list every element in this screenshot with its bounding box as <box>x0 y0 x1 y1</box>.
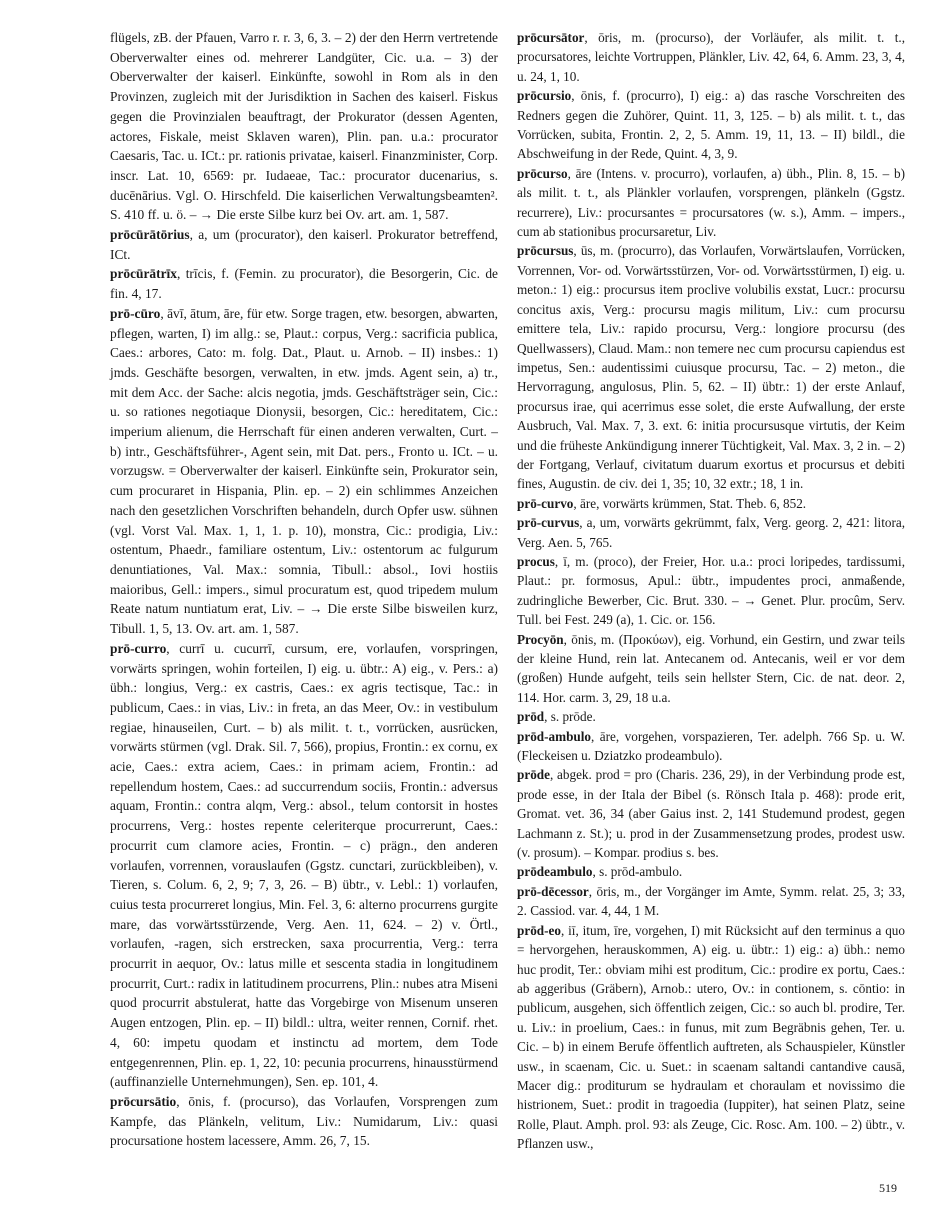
headword: prō-curvo <box>517 495 574 511</box>
headword: prō-cūro <box>110 305 161 321</box>
headword: prōd-eo <box>517 922 561 938</box>
headword: prō-curvus <box>517 515 580 531</box>
headword: prōcursātio <box>110 1093 177 1109</box>
dictionary-entry: prōcūrātrīx, trīcis, f. (Femin. zu procurator), die Besorgerin, Cic. de fin. 4, 17. <box>110 266 498 302</box>
dictionary-entry: prōcurso, āre (Intens. v. procurro), vorlaufen, a) übh., Plin. 8, 15. – b) als milit. t. t., als Plänkler vorlaufen, vorsprengen, plänkeln (Ggstz. recurrere), Liv.: procursantes = procursatores (w. s.), Amm. – impers., cum ab stationibus procursaretur, Liv. <box>517 165 905 240</box>
dictionary-entry: prōde, abgek. prod = pro (Charis. 236, 29), in der Verbindung prode est, prode esse, in der Itala der Bibel (s. Rönsch Itala p. 468): prode erit, Gromat. vet. 36, 34 (aber Gaius inst. 2, 141 Studemund prodest, gegen Lachmann z. St.); u. prod in der Zusammensetzung prodes, prodest usw. (v. prosum). – Kompar. prodius s. bes. <box>517 767 905 861</box>
dictionary-entry: prōdeambulo, s. prōd-ambulo. <box>517 864 683 880</box>
headword: procus <box>517 553 555 569</box>
dictionary-entry: prō-dēcessor, ōris, m., der Vorgänger im Amte, Symm. relat. 25, 3; 33, 2. Cassiod. var. 4, 44, 1 M. <box>517 883 905 919</box>
dictionary-entry: prōcursus, ūs, m. (procurro), das Vorlaufen, Vorwärtslaufen, Vorrücken, Vorrennen, Vor- od. Vorwärtsstürzen, Vor- od. Vorwärtsstürmen, I) eig. u. meton.: 1) eig.: procursus item proclive volubilis exstat, Lucr.: procursu concitus axis, Verg.: procursu magis militum, Liv.: cum procursu emittere tela, Liv.: rapido procursu, Verg.: longiore procursu (des Quellwassers), Claud. Mam.: non temere nec cum procursu capiendus est impetus, Sen.: audentissimi cuiusque procursu, Tac. – 2) meton., die Hervorragung, angulosus, Plin. 5, 62. – II) übtr.: 1) der erste Anlauf, procursus irae, qui acerrimus esse solet, die erste Aufwallung, der erste Ausbruch, Val. Max. 7, 3. ext. 6: initia procursusque virtutis, der Keim und die früheste Ankündigung innerer Tüchtigkeit, Val. Max. 3, 2 in. – 2) der Fortgang, Verlauf, civitatum duarum exortus et procursus et debiti fines, Augustin. de civ. dei 1, 35; 10, 32 extr.; 18, 1 in. <box>517 243 905 492</box>
headword: prōcūrātōrius <box>110 227 190 243</box>
headword: prōcūrātrīx <box>110 266 177 282</box>
headword: prōd <box>517 709 545 725</box>
right-column <box>517 28 905 1154</box>
dictionary-entry: procus, ī, m. (proco), der Freier, Hor. u.a.: proci loripedes, tardissumi, Plaut.: pr. formosus, Apul.: übtr., impudentes proci, anmaßende, zudringliche Bewerber, Cic. Brut. 330. – → Genet. Plur. procûm, Serv. Tull. bei Fest. 249 (a), 1. Cic. or. 156. <box>517 553 905 628</box>
headword: prō-dēcessor <box>517 883 589 899</box>
headword: prōde <box>517 767 550 783</box>
dictionary-entry: prōcursio, ōnis, f. (procurro), I) eig.: a) das rasche Vorschreiten des Redners gegen die Zuhörer, Quint. 11, 3, 125. – b) als milit. t. t., das Vorrücken, subita, Frontin. 2, 2, 5. Amm. 19, 11, 13. – II) bildl., die Abschweifung in der Rede, Quint. 4, 3, 9. <box>517 88 905 162</box>
headword: prōcurso <box>517 165 568 181</box>
dictionary-entry: prō-cūro, āvī, ātum, āre, für etw. Sorge tragen, etw. besorgen, abwarten, pflegen, warten, I) im allg.: se, Plaut.: corpus, Verg.: sacrificia publica, Caes.: arbores, Cato: m. folg. Dat., Plaut. u. Arnob. – II) insbes.: 1) jmds. Geschäfte besorgen, verwalten, in etw. jmds. Agent sein, a) tr., mit dem Acc. der Sache: alcis negotia, jmds. Geschäftsträger sein, Cic.: u. so rationes negotiaque Dionysii, besorgen, Cic.: hereditatem, Cic.: imperium alienum, die Herrschaft für einen anderen verwalten, Curt. – b) intr., Geschäftsführer-, Agent sein, mit Dat. pers., Fronto u. ICt. – u. vorzugsw. = Oberverwalter der kaiserl. Einkünfte sein, Prokurator sein, cum procuraret in Hispania, Plin. ep. – 2) ein schlimmes Anzeichen nach den gesetzlichen Vorschriften behandeln, durch Opfer usw. sühnen (vgl. Vorst Val. Max. 1, 1, 1. p. 10), monstra, Cic.: prodigia, Liv.: ostentum, Phaedr., familiare ostentum, Liv.: ostentorum ac fulgurum denuntiationes, Val. Max.: somnia, Tibull.: absol., Iovi hostiis maioribus, Gell.: impers., simul procuratum est, quod tripedem mulum Reate natum nuntiatum erat, Liv. – → Die erste Silbe bisweilen kurz, Tibull. 1, 5, 13. Ov. art. am. 1, 587. <box>110 305 498 637</box>
headword: prōcursātor <box>517 30 585 45</box>
dictionary-entry: prōcursātor, ōris, m. (procurso), der Vorläufer, als milit. t. t., procursatores, leichte Vortruppen, Plänkler, Liv. 42, 64, 6. Amm. 23, 3, 4, u. 24, 1, 10. <box>517 30 905 84</box>
headword: prōcursus <box>517 243 574 259</box>
dictionary-entry: Procyōn, ōnis, m. (Προκύων), eig. Vorhund, ein Gestirn, und zwar teils der kleine Hund, rein lat. Antecanem od. Antecanis, weil er vor dem (großen) Hunde aufgeht, teils sein hellster Stern, Cic. de nat. deor. 2, 114. Hor. carm. 3, 29, 18 u.a. <box>517 631 905 705</box>
dictionary-entry: flügels, zB. der Pfauen, Varro r. r. 3, 6, 3. – 2) der den Herrn vertretende Oberverwalter eines od. mehrerer Landgüter, Cic. u.a. – 3) der Oberverwalter der kaiserl. Einkünfte, sowohl in Rom als in den Provinzen, zugleich mit der Jurisdiktion in Sachen des kaiserl. Fiskus gegen die Provinzialen beauftragt, der Prokurator (dessen Agenten, actores, Fiskale, meist Sklaven waren), Plin. pan. u.a.: procurator Caesaris, Tac. u. ICt.: pr. rationis privatae, kaiserl. Finanzminister, Corp. inscr. Lat. 10, 6569: pr. Iudaeae, Tac.: procurator ducenarius, s. ducēnārius. Vgl. O. Hirschfeld. Die kaiserlichen Verwaltungsbeamten². S. 410 ff. u. ö. – → Die erste Silbe kurz bei Ov. art. am. 1, 587. <box>110 30 499 223</box>
headword: prōdeambulo <box>517 864 593 880</box>
left-column <box>110 28 498 1151</box>
headword: Procyōn <box>517 631 564 647</box>
dictionary-entry: prōd-ambulo, āre, vorgehen, vorspazieren, Ter. adelph. 766 Sp. u. W. (Fleckeisen u. Dziatzko prodeambulo). <box>517 728 905 764</box>
dictionary-entry: prō-curvus, a, um, vorwärts gekrümmt, falx, Verg. georg. 2, 421: litora, Verg. Aen. 5, 765. <box>517 515 905 550</box>
headword: prō-curro <box>110 640 167 656</box>
dictionary-entry: prō-curvo, āre, vorwärts krümmen, Stat. Theb. 6, 852. <box>517 495 807 511</box>
dictionary-entry: prō-curro, currī u. cucurrī, cursum, ere, vorlaufen, vorspringen, vorwärts springen, wohin forteilen, I) eig. u. übtr.: A) eig., v. Pers.: a) übh.: longius, Verg.: ex castris, Caes.: ex agris tectisque, Tac.: in publicum, Caes.: in vias, Liv.: in freta, an das Meer, Ov.: in vestibulum regiae, hinauseilen, Curt. – b) als milit. t. t., vorrücken, ausrücken, vorwärts stürmen (vgl. Drak. Sil. 7, 566), propius, Frontin.: ex cornu, ex acie, Caes.: extra aciem, Caes.: in primam aciem, Frontin.: ad repellendum hostem, Caes.: ad succurrendum sociis, Frontin.: adversus aquam, Frontin.: contra alqm, Verg.: absol., telum contorsit in hostes procurrens, Verg.: hostes repente celeriterque procurrerunt, Caes.: procurrit cum clamore acies, Frontin. – c) prägn., den anderen vorlaufen, vorrennen, vorauslaufen (Ggstz. cunctari, zurückbleiben), v. Tieren, s. Colum. 6, 2, 9; 7, 3, 26. – B) übtr., v. Lebl.: 1) vorlaufen, cuius testa procurreret longius, Min. Fel. 3, 6: alterno procurrens gurgite mare, das vorwärtsstürzende, Verg. Aen. 11, 624. – 2) v. Örtl., vorlaufen, -ragen, sich erstrecken, saxa procurrentia, Verg.: terra procurrit in aequor, Ov.: latus mille et sescenta stadia in longitudinem procurrit, Curt.: radix in latitudinem procurrens, Plin.: nubes atra Miseni quod procurrit abstulerat, hatte das Vorgebirge von Misenum unseren Augen entzogen, Plin. ep. – II) bildl.: ultra, weiter rennen, Cornif. rhet. 4, 60: impetu quodam et instinctu ad mortem, dem Tode entgegenrennen, Plin. ep. 1, 22, 10: pecunia procurrens, hinausstürmend (auffinanzielle Unternehmungen), Sen. ep. 101, 4. <box>110 640 498 1090</box>
dictionary-entry: prōcūrātōrius, a, um (procurator), den kaiserl. Prokurator betreffend, ICt. <box>110 227 498 262</box>
headword: prōcursio <box>517 88 572 104</box>
dictionary-entry: prōd, s. prōde. <box>517 709 596 725</box>
page-number: 519 <box>879 1181 897 1195</box>
headword: prōd-ambulo <box>517 728 592 744</box>
dictionary-entry: prōd-eo, iī, itum, īre, vorgehen, I) mit Rücksicht auf den terminus a quo = hervorgehen, herauskommen, A) eig. u. übtr.: 1) eig.: a) übh.: nemo huc prodit, Ter.: obviam mihi est proditum, Cic.: prodire ex portu, Caes.: ab aggeribus (Gräbern), Arnob.: utero, Ov.: in contionem, s. cōntio: in publicum, ausgehen, sich öffentlich zeigen, Cic.: so auch bl. prodire, Ter. u. Liv.: in proelium, Caes.: in funus, mit zum Begräbnis gehen, Ter. u. Cic. – b) in einem Berufe öffentlich auftreten, als Schauspieler, Künstler usw., in scaenam, Cic. u. Suet.: in scaenam saltandi cantandive causā, Macer dig.: proditurum se hydraulam et choraulam et novissimo die histrionem, Suet.: prodit in tragoedia (Iuppiter), hat seinen Platz, seine Rolle, Plaut. Amph. prol. 93: als Zeuge, Cic. Rosc. Am. 100. – 2) übtr., v. Pflanzen usw., <box>517 922 905 1152</box>
dictionary-entry: prōcursātio, ōnis, f. (procurso), das Vorlaufen, Vorsprengen zum Kampfe, das Plänkeln, velitum, Liv.: Numidarum, Liv.: quasi procursatione hostem lacessere, Amm. 26, 7, 15. <box>110 1093 498 1149</box>
